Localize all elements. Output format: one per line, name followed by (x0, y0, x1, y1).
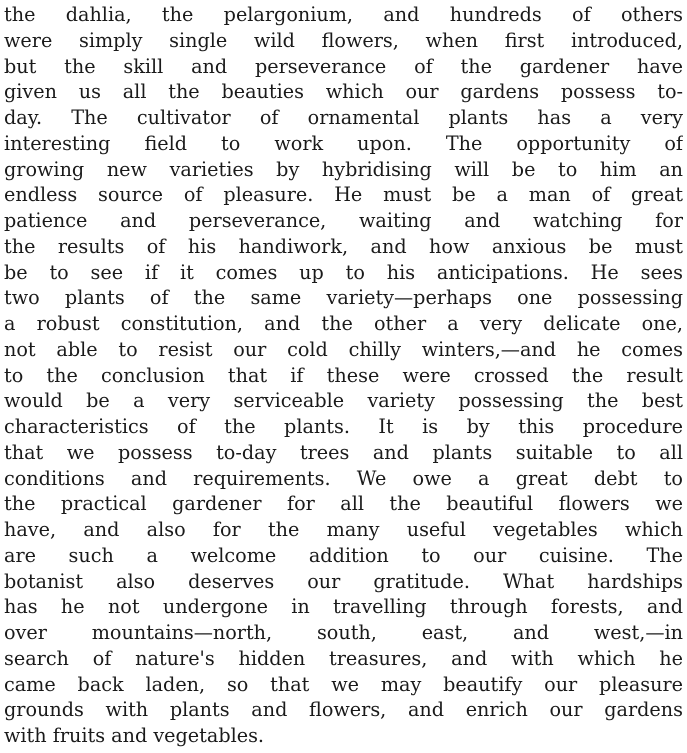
text-line: over mountains—north, south, east, and west,—in (4, 621, 683, 644)
text-line: were simply single wild flowers, when first introduced, (4, 28, 683, 52)
body-paragraph (4, 2, 683, 749)
text-line: be to see if it comes up to his anticipations. He sees (4, 260, 683, 284)
text-line: has he not undergone in travelling through forests, and (4, 595, 683, 619)
text-line: growing new varieties by hybridising will be to him an (4, 157, 683, 181)
text-line: characteristics of the plants. It is by this procedure (4, 415, 683, 438)
text-line: came back laden, so that we may beautify our pleasure (4, 672, 683, 696)
text-line: search of nature's hidden treasures, and with which he (4, 646, 683, 670)
text-line-last: with fruits and vegetables. (4, 724, 265, 747)
text-line: but the skill and perseverance of the gardener have (4, 54, 683, 78)
text-line: day. The cultivator of ornamental plants has a very (4, 106, 683, 129)
text-line: are such a welcome addition to our cuisine. The (4, 543, 683, 567)
text-line: the results of his handiwork, and how anxious be must (4, 234, 683, 258)
text-line: the practical gardener for all the beautiful flowers we (4, 492, 683, 516)
text-line: endless source of pleasure. He must be a man of great (4, 183, 683, 207)
text-line: have, and also for the many useful vegetables which (4, 518, 683, 541)
text-line: a robust constitution, and the other a very delicate one, (4, 312, 683, 335)
text-line: not able to resist our cold chilly winters,—and he comes (4, 337, 683, 361)
text-line: two plants of the same variety—perhaps one possessing (4, 286, 683, 310)
text-line: to the conclusion that if these were crossed the result (4, 363, 683, 387)
text-line: given us all the beauties which our gardens possess to- (4, 80, 683, 104)
text-line: patience and perseverance, waiting and watching for (4, 209, 683, 232)
text-line: interesting field to work upon. The opportunity of (4, 131, 683, 155)
text-line: would be a very serviceable variety possessing the best (4, 389, 683, 413)
text-line: the dahlia, the pelargonium, and hundreds of others (4, 3, 683, 26)
text-line: grounds with plants and flowers, and enrich our gardens (4, 698, 683, 722)
text-line: conditions and requirements. We owe a great debt to (4, 466, 683, 490)
text-line: that we possess to-day trees and plants suitable to all (4, 440, 683, 464)
text-line: botanist also deserves our gratitude. What hardships (4, 569, 683, 593)
